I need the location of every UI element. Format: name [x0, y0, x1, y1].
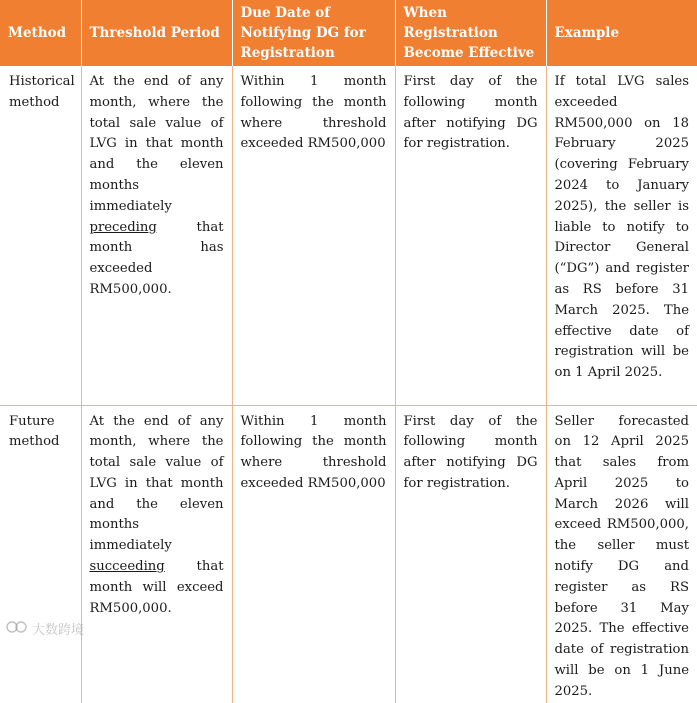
cell-example: If total LVG sales exceeded RM500,000 on 18 February 2025 (covering February 2024 to January 2025), the seller is liable to notify to Director General (“DG”) and register as RS before 31 March 2025. The effective date of registration will be on 1 April 2025.: [546, 66, 697, 405]
table-header-row: [0, 0, 697, 66]
cell-threshold: [81, 405, 232, 703]
header-example: Example: [546, 0, 697, 66]
cell-effective: First day of the following month after notifying DG for registration.: [395, 66, 546, 405]
header-due-date: Due Date of Notifying DG for Registration: [232, 0, 395, 66]
threshold-keyword: preceding: [89, 219, 157, 235]
header-threshold-period: Threshold Period: [81, 0, 232, 66]
cell-due-date: Within 1 month following the month where threshold exceeded RM500,000: [232, 66, 395, 405]
cell-example: Seller forecasted on 12 April 2025 that sales from April 2025 to March 2026 will exceed RM500,000, the seller must notify DG and register as RS before 31 May 2025. The effective date of registration will be on 1 June 2025.: [554, 413, 689, 699]
header-effective: When Registration Become Effective: [395, 0, 546, 66]
threshold-keyword: succeeding: [89, 559, 165, 575]
cell-due-date: Within 1 month following the month where threshold exceeded RM500,000: [232, 405, 395, 703]
table-row: [0, 405, 697, 703]
table-row: [0, 66, 697, 405]
cell-method: Historical method: [0, 66, 81, 405]
cell-threshold: [81, 66, 232, 405]
threshold-text: At the end of any month, where the total sale value of LVG in that month and the eleven months immediately: [89, 413, 224, 554]
chat-logo-icon: [6, 620, 28, 638]
cell-effective: First day of the following month after notifying DG for registration.: [395, 405, 546, 703]
threshold-text: At the end of any month, where the total sale value of LVG in that month and the eleven months immediately: [89, 74, 224, 214]
threshold-text-end: that month has exceeded RM500,000.: [89, 219, 224, 297]
threshold-text-end: that month will exceed RM500,000.: [89, 559, 224, 616]
cell-method: Future method: [0, 405, 81, 703]
header-method: Method: [0, 0, 81, 66]
watermark-text: 大数跨境: [32, 623, 85, 638]
watermark: [6, 619, 84, 638]
